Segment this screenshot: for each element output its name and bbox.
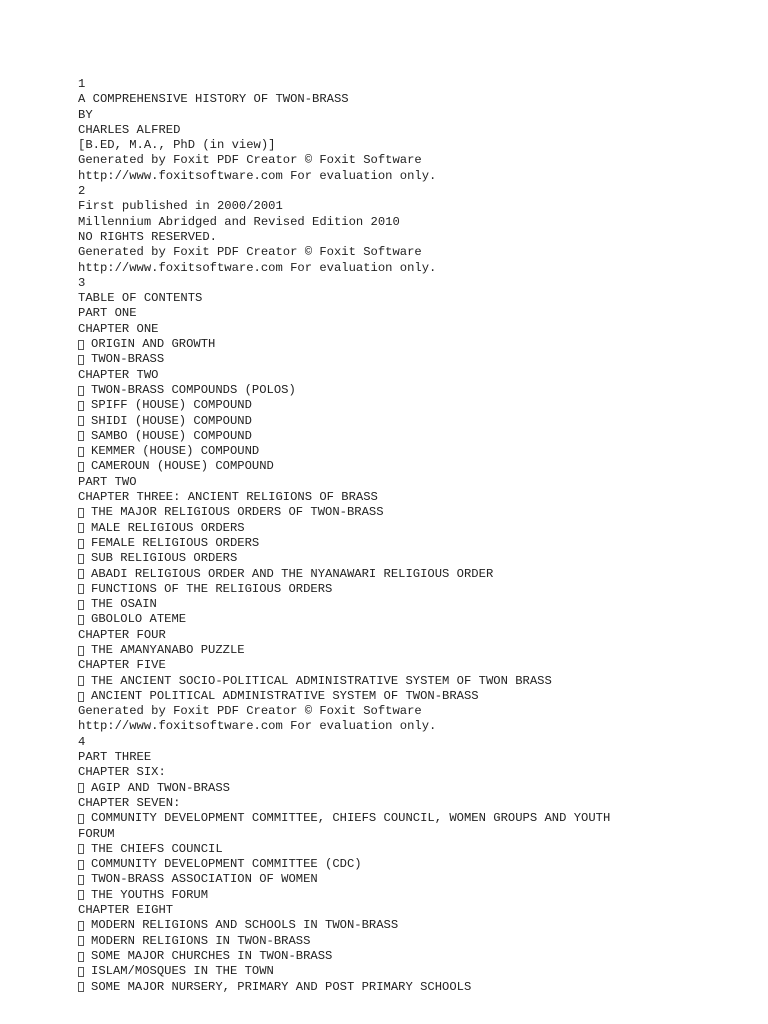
missing-glyph-box-icon: [78, 844, 84, 854]
missing-glyph-box-icon: [78, 523, 84, 533]
text-line: 4: [78, 734, 86, 749]
text-line: A COMPREHENSIVE HISTORY OF TWON-BRASS: [78, 92, 349, 107]
toc-item-text: TWON-BRASS: [91, 352, 165, 367]
toc-bullet-item: [78, 888, 758, 903]
toc-item-text: FUNCTIONS OF THE RELIGIOUS ORDERS: [91, 581, 333, 596]
toc-item-text: SAMBO (HOUSE) COMPOUND: [91, 428, 252, 443]
missing-glyph-box-icon: [78, 952, 84, 962]
missing-glyph-box-icon: [78, 355, 84, 365]
toc-item-text: THE CHIEFS COUNCIL: [91, 841, 223, 856]
toc-bullet-item: [78, 934, 758, 949]
toc-item-text: SHIDI (HOUSE) COMPOUND: [91, 413, 252, 428]
text-line: http://www.foxitsoftware.com For evaluation only.: [78, 260, 437, 275]
toc-bullet-item: [78, 414, 758, 429]
text-line: PART TWO: [78, 474, 137, 489]
toc-bullet-item: [78, 980, 758, 995]
toc-bullet-item: [78, 521, 758, 536]
toc-item-text: SOME MAJOR NURSERY, PRIMARY AND POST PRIMARY SCHOOLS: [91, 979, 472, 994]
toc-item-text: THE YOUTHS FORUM: [91, 887, 209, 902]
toc-item-text: ORIGIN AND GROWTH: [91, 337, 216, 352]
toc-bullet-item: [78, 597, 758, 612]
text-line: 1: [78, 77, 86, 91]
toc-bullet-item: [78, 505, 758, 520]
text-line: [B.ED, M.A., PhD (in view)]: [78, 138, 276, 153]
toc-bullet-item: [78, 872, 758, 887]
text-line: CHAPTER THREE: ANCIENT RELIGIONS OF BRASS: [78, 490, 378, 505]
toc-bullet-item: [78, 536, 758, 551]
toc-bullet-item: [78, 949, 758, 964]
toc-bullet-item: [78, 674, 758, 689]
toc-item-text: SUB RELIGIOUS ORDERS: [91, 551, 238, 566]
missing-glyph-box-icon: [78, 416, 84, 426]
missing-glyph-box-icon: [78, 447, 84, 457]
text-line: CHARLES ALFRED: [78, 122, 181, 137]
missing-glyph-box-icon: [78, 386, 84, 396]
text-line: 2: [78, 184, 86, 199]
text-line: CHAPTER ONE: [78, 321, 159, 336]
text-line: First published in 2000/2001: [78, 199, 283, 214]
missing-glyph-box-icon: [78, 401, 84, 411]
text-line: CHAPTER FOUR: [78, 627, 166, 642]
toc-item-text: AGIP AND TWON-BRASS: [91, 780, 230, 795]
text-line: PART ONE: [78, 306, 137, 321]
toc-bullet-item: [78, 551, 758, 566]
toc-item-text: MODERN RELIGIONS AND SCHOOLS IN TWON-BRASS: [91, 918, 399, 933]
missing-glyph-box-icon: [78, 860, 84, 870]
missing-glyph-box-icon: [78, 584, 84, 594]
missing-glyph-box-icon: [78, 462, 84, 472]
toc-bullet-item: [78, 337, 758, 352]
missing-glyph-box-icon: [78, 569, 84, 579]
toc-item-text: SPIFF (HOUSE) COMPOUND: [91, 398, 252, 413]
toc-bullet-item: [78, 612, 758, 627]
toc-bullet-item: [78, 429, 758, 444]
text-line: 3: [78, 275, 86, 290]
missing-glyph-box-icon: [78, 554, 84, 564]
missing-glyph-box-icon: [78, 340, 84, 350]
toc-item-text: THE MAJOR RELIGIOUS ORDERS OF TWON-BRASS: [91, 505, 384, 520]
toc-item-text: ABADI RELIGIOUS ORDER AND THE NYANAWARI RELIGIOUS ORDER: [91, 566, 494, 581]
text-line: http://www.foxitsoftware.com For evaluation only.: [78, 168, 437, 183]
toc-bullet-item: [78, 964, 758, 979]
toc-item-text: KEMMER (HOUSE) COMPOUND: [91, 444, 260, 459]
toc-item-text: COMMUNITY DEVELOPMENT COMMITTEE (CDC): [91, 857, 362, 872]
toc-item-text: CAMEROUN (HOUSE) COMPOUND: [91, 459, 274, 474]
text-line: Generated by Foxit PDF Creator © Foxit Software: [78, 153, 422, 168]
toc-item-text: THE AMANYANABO PUZZLE: [91, 642, 245, 657]
text-line: NO RIGHTS RESERVED.: [78, 229, 217, 244]
missing-glyph-box-icon: [78, 676, 84, 686]
toc-item-text: TWON-BRASS ASSOCIATION OF WOMEN: [91, 872, 318, 887]
text-line: Generated by Foxit PDF Creator © Foxit Software: [78, 704, 422, 719]
toc-item-text: MALE RELIGIOUS ORDERS: [91, 520, 245, 535]
toc-bullet-item: [78, 918, 758, 933]
toc-item-text: THE OSAIN: [91, 597, 157, 612]
toc-bullet-item: [78, 781, 758, 796]
toc-item-text: MODERN RELIGIONS IN TWON-BRASS: [91, 933, 311, 948]
missing-glyph-box-icon: [78, 539, 84, 549]
toc-item-text: GBOLOLO ATEME: [91, 612, 187, 627]
toc-item-text: SOME MAJOR CHURCHES IN TWON-BRASS: [91, 948, 333, 963]
missing-glyph-box-icon: [78, 875, 84, 885]
missing-glyph-box-icon: [78, 936, 84, 946]
missing-glyph-box-icon: [78, 692, 84, 702]
toc-bullet-item: [78, 643, 758, 658]
missing-glyph-box-icon: [78, 921, 84, 931]
toc-item-text: COMMUNITY DEVELOPMENT COMMITTEE, CHIEFS COUNCIL, WOMEN GROUPS AND YOUTH: [91, 811, 611, 826]
text-line: http://www.foxitsoftware.com For evaluation only.: [78, 719, 437, 734]
toc-bullet-item: [78, 582, 758, 597]
text-line: TABLE OF CONTENTS: [78, 291, 203, 306]
missing-glyph-box-icon: [78, 431, 84, 441]
toc-bullet-item: [78, 444, 758, 459]
toc-bullet-item: [78, 842, 758, 857]
toc-item-text: FEMALE RELIGIOUS ORDERS: [91, 535, 260, 550]
toc-bullet-item: [78, 811, 758, 826]
toc-bullet-item: [78, 567, 758, 582]
missing-glyph-box-icon: [78, 982, 84, 992]
toc-bullet-item: [78, 689, 758, 704]
text-line: BY: [78, 107, 93, 122]
missing-glyph-box-icon: [78, 615, 84, 625]
toc-item-text: TWON-BRASS COMPOUNDS (POLOS): [91, 382, 296, 397]
text-line: CHAPTER TWO: [78, 367, 159, 382]
text-line: PART THREE: [78, 750, 152, 765]
text-line: CHAPTER SEVEN:: [78, 795, 181, 810]
missing-glyph-box-icon: [78, 600, 84, 610]
text-line: FORUM: [78, 826, 115, 841]
missing-glyph-box-icon: [78, 508, 84, 518]
toc-bullet-item: [78, 383, 758, 398]
text-line: CHAPTER FIVE: [78, 658, 166, 673]
text-line: Generated by Foxit PDF Creator © Foxit Software: [78, 245, 422, 260]
toc-bullet-item: [78, 857, 758, 872]
missing-glyph-box-icon: [78, 814, 84, 824]
toc-item-text: ISLAM/MOSQUES IN THE TOWN: [91, 964, 274, 979]
document-page: [78, 77, 758, 995]
toc-bullet-item: [78, 459, 758, 474]
text-line: CHAPTER EIGHT: [78, 903, 174, 918]
missing-glyph-box-icon: [78, 783, 84, 793]
text-line: Millennium Abridged and Revised Edition 2010: [78, 214, 400, 229]
missing-glyph-box-icon: [78, 967, 84, 977]
missing-glyph-box-icon: [78, 646, 84, 656]
toc-item-text: ANCIENT POLITICAL ADMINISTRATIVE SYSTEM OF TWON-BRASS: [91, 688, 479, 703]
toc-item-text: THE ANCIENT SOCIO-POLITICAL ADMINISTRATIVE SYSTEM OF TWON BRASS: [91, 673, 552, 688]
text-line: CHAPTER SIX:: [78, 765, 166, 780]
toc-bullet-item: [78, 398, 758, 413]
missing-glyph-box-icon: [78, 890, 84, 900]
toc-bullet-item: [78, 352, 758, 367]
